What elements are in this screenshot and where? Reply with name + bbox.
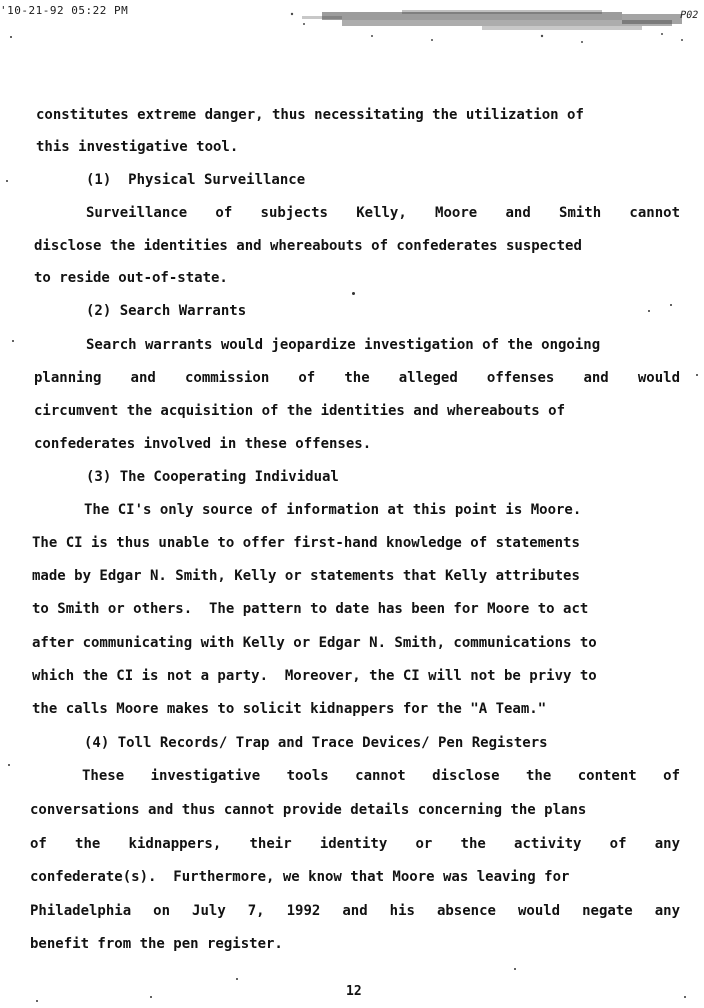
text-line: Surveillance of subjects Kelly, Moore and Smith cannot — [86, 205, 680, 221]
text-line: Philadelphia on July 7, 1992 and his absence would negate any — [30, 903, 680, 919]
page-number: 12 — [346, 984, 362, 999]
section-heading-cooperating-individual: (3) The Cooperating Individual — [86, 469, 339, 485]
fax-timestamp: '10-21-92 05:22 PM — [0, 4, 129, 17]
text-line: to Smith or others. The pattern to date has been for Moore to act — [32, 601, 589, 617]
scan-speck — [8, 764, 10, 766]
text-line: benefit from the pen register. — [30, 936, 283, 952]
text-line: These investigative tools cannot disclose the content of — [82, 768, 680, 784]
text-line: after communicating with Kelly or Edgar N. Smith, communications to — [32, 635, 597, 651]
text-line: The CI's only source of information at this point is Moore. — [84, 502, 582, 518]
text-line: planning and commission of the alleged offenses and would — [34, 370, 680, 386]
scan-speck — [236, 978, 238, 980]
text-line: The CI is thus unable to offer first-hand knowledge of statements — [32, 535, 580, 551]
text-line: confederate(s). Furthermore, we know that Moore was leaving for — [30, 869, 570, 885]
text-line: constitutes extreme danger, thus necessitating the utilization of — [36, 107, 584, 123]
fax-page-code: P02 — [678, 10, 699, 21]
scan-speck — [352, 292, 355, 295]
text-line: the calls Moore makes to solicit kidnappers for the "A Team." — [32, 701, 547, 717]
text-line: confederates involved in these offenses. — [34, 436, 372, 452]
scan-speck — [684, 996, 686, 998]
text-line: this investigative tool. — [36, 139, 239, 155]
text-line: made by Edgar N. Smith, Kelly or statements that Kelly attributes — [32, 568, 580, 584]
text-line: to reside out-of-state. — [34, 270, 228, 286]
scan-speck — [12, 340, 14, 342]
scan-speck — [514, 968, 516, 970]
scan-speck — [150, 996, 152, 998]
text-line: conversations and thus cannot provide details concerning the plans — [30, 802, 587, 818]
section-heading-search-warrants: (2) Search Warrants — [86, 303, 247, 319]
scan-speck — [10, 36, 12, 38]
text-line: disclose the identities and whereabouts of confederates suspected — [34, 238, 582, 254]
scan-speck — [36, 1000, 38, 1002]
scan-speck — [670, 304, 672, 306]
text-line: which the CI is not a party. Moreover, the CI will not be privy to — [32, 668, 597, 684]
text-line: of the kidnappers, their identity or the activity of any — [30, 836, 680, 852]
scan-speck — [648, 310, 650, 312]
text-line: circumvent the acquisition of the identities and whereabouts of — [34, 403, 566, 419]
fax-header-noise — [282, 6, 704, 46]
text-line: Search warrants would jeopardize investigation of the ongoing — [86, 337, 601, 353]
scan-speck — [6, 180, 8, 182]
section-heading-physical-surveillance: (1) Physical Surveillance — [86, 172, 306, 188]
section-heading-toll-records: (4) Toll Records/ Trap and Trace Devices/ Pen Registers — [84, 735, 548, 751]
scan-speck — [696, 374, 698, 376]
